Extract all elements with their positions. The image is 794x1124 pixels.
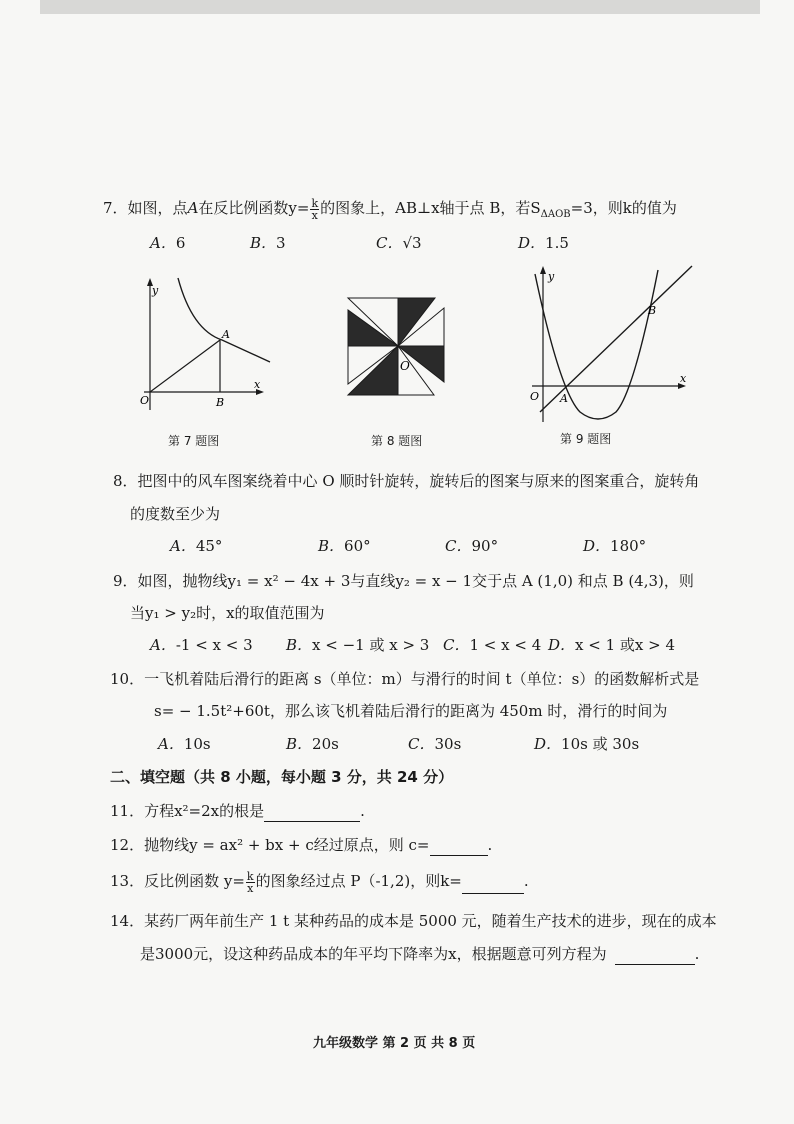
figure-9 [520,262,695,432]
q11-answer-blank[interactable] [264,805,360,822]
fig9-caption: 第 9 题图 [560,432,612,446]
question-7-stem [103,197,677,226]
q13-end: . [523,872,529,890]
q13-text-b: 的图象经过点 P（-1,2)，则k= [255,872,462,890]
q7-text-c: 的图象上，AB⊥x轴于点 B，若S [320,199,541,217]
q13-fraction [246,871,255,894]
fig7-label-B: B [216,396,225,409]
figure-7 [130,270,280,420]
question-13 [110,870,529,894]
q10-option-c: C．30s [408,735,462,753]
fig7-caption: 第 7 题图 [168,434,220,448]
fig7-label-x: x [254,378,261,391]
q10-option-d: D．10s 或 30s [534,735,640,753]
q7-text-d: =3，则k的值为 [570,199,677,217]
question-10-line2: s= − 1.5t²+60t，那么该飞机着陆后滑行的距离为 450m 时，滑行的时间为 [154,702,668,720]
fig9-label-O: O [530,390,540,403]
fig8-label-O: O [400,359,410,373]
page-footer: 九年级数学 第 2 页 共 8 页 [313,1036,476,1051]
question-14-line2 [140,943,699,965]
q7-option-a: A．6 [150,234,186,252]
fig7-label-y: y [152,284,159,297]
q14-end: . [694,945,700,963]
q8-option-c: C．90° [445,537,499,555]
q7-fraction [310,198,319,221]
question-14-line1: 14．某药厂两年前生产 1 t 某种药品的成本是 5000 元，随着生产技术的进步，现在的成本 [110,912,717,930]
q12-answer-blank[interactable] [430,839,488,856]
fig9-label-B: B [648,304,657,317]
q8-option-d: D．180° [583,537,647,555]
q7-frac-den: x [311,208,318,222]
question-9-line2: 当y₁ > y₂时，x的取值范围为 [130,604,325,622]
q14-answer-blank[interactable] [615,948,695,965]
q12-text: 12．抛物线y = ax² + bx + c经过原点，则 c= [110,836,430,854]
q7-point-a: A [187,199,199,217]
q9-option-b: B．x < −1 或 x > 3 [286,636,430,654]
q7-text-b: 在反比例函数y= [198,199,310,217]
q13-frac-num: k [246,869,254,883]
q7-option-d: D．1.5 [518,234,569,252]
q9-option-c: C．1 < x < 4 [443,636,542,654]
question-11 [110,800,365,822]
q9-option-d: D．x < 1 或x > 4 [548,636,676,654]
fig7-hyperbola [178,278,270,362]
fig8-blades [348,298,444,395]
fig9-line [540,266,692,412]
scan-top-band [40,0,760,14]
q7-subscript: ΔAOB [540,209,571,220]
q13-text-a: 13．反比例函数 y= [110,872,245,890]
question-8-line1: 8．把图中的风车图案绕着中心 O 顺时针旋转，旋转后的图案与原来的图案重合，旋转角 [113,472,700,490]
q7-text-a: 如图，点 [127,199,188,217]
q10-option-b: B．20s [286,735,339,753]
section-2-heading: 二、填空题（共 8 小题，每小题 3 分，共 24 分） [110,768,454,786]
fig9-label-x: x [680,372,687,385]
question-7-number: 7． [103,199,128,217]
fig9-y-arrow [540,266,546,274]
fig9-label-A: A [560,392,568,405]
q10-option-a: A．10s [158,735,211,753]
q7-option-c: C．√3 [376,234,422,252]
q13-frac-den: x [247,881,254,895]
fig9-label-y: y [548,270,555,283]
q14-line2-text: 是3000元，设这种药品成本的年平均下降率为x，根据题意可列方程为 [140,945,607,963]
figure-8-pinwheel [340,290,450,405]
question-8-line2: 的度数至少为 [130,505,221,523]
q13-answer-blank[interactable] [462,877,524,894]
q8-option-b: B．60° [318,537,371,555]
q7-frac-num: k [311,196,319,210]
q9-option-a: A．-1 < x < 3 [150,636,253,654]
q12-end: . [487,836,493,854]
q11-text: 11．方程x²=2x的根是 [110,802,265,820]
fig8-caption: 第 8 题图 [371,434,423,448]
q8-option-a: A．45° [170,537,223,555]
fig7-label-O: O [140,394,150,407]
fig7-segment-OA [150,340,220,392]
q7-option-b: B．3 [250,234,286,252]
question-12 [110,834,492,856]
fig9-parabola [535,270,658,419]
q11-end: . [360,802,365,820]
fig7-label-A: A [222,328,230,341]
question-10-line1: 10．一飞机着陆后滑行的距离 s（单位：m）与滑行的时间 t（单位：s）的函数解析式是 [110,670,700,688]
question-9-line1: 9．如图，抛物线y₁ = x² − 4x + 3与直线y₂ = x − 1交于点 A (1,0) 和点 B (4,3)，则 [113,572,694,590]
